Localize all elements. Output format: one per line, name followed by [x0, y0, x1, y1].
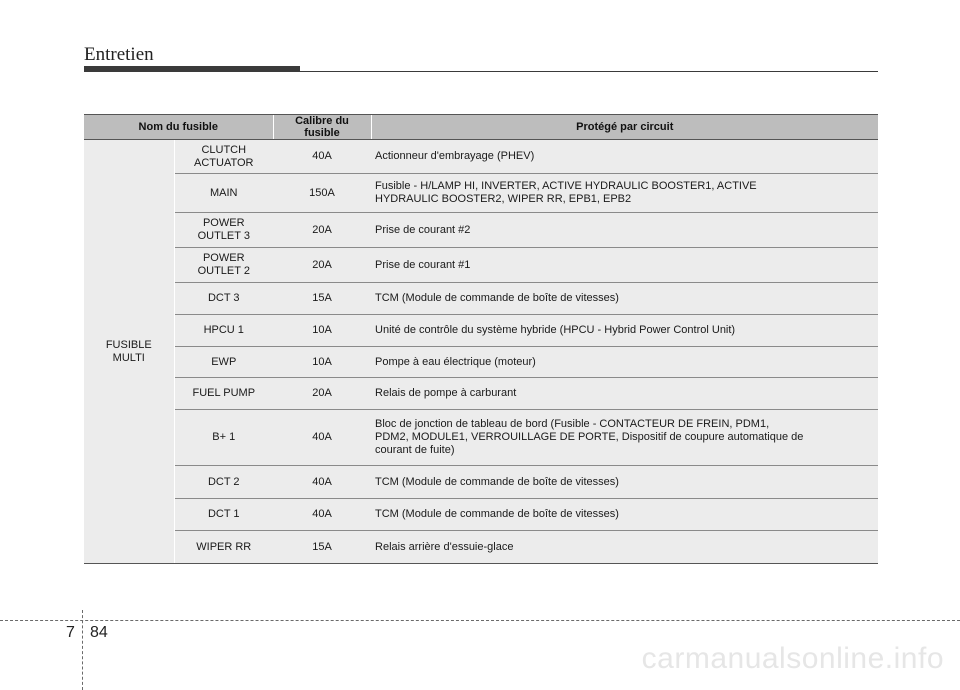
fuse-name-line: DCT 3	[207, 292, 240, 304]
fuse-name-line: POWER	[202, 217, 245, 229]
fuse-circuit-line: Relais de pompe à carburant	[375, 387, 517, 399]
header-rule	[300, 71, 878, 72]
fuse-name-line: DCT 1	[207, 508, 240, 520]
fuse-name-line: B+ 1	[212, 431, 236, 443]
fuse-circuit-line: Fusible - H/LAMP HI, INVERTER, ACTIVE HYDRAULIC BOOSTER1, ACTIVE	[375, 180, 757, 192]
column-header-rating: Calibre du fusible	[273, 115, 371, 140]
fuse-name	[174, 347, 273, 378]
table-row	[84, 410, 878, 466]
fuse-name	[174, 531, 273, 564]
fuse-circuit	[371, 213, 878, 248]
fuse-circuit-line: TCM (Module de commande de boîte de vitesses)	[375, 475, 619, 488]
header-accent-bar	[84, 66, 300, 72]
fuse-circuit-line: Prise de courant #1	[375, 258, 471, 271]
fuse-circuit-line: HYDRAULIC BOOSTER2, WIPER RR, EPB1, EPB2	[375, 193, 632, 205]
fuse-name-line: CLUTCH	[201, 143, 247, 156]
fuse-circuit	[371, 378, 878, 410]
fuse-circuit-line: Relais arrière d'essuie-glace	[375, 540, 514, 553]
fuse-circuit-line: Prise de courant #2	[375, 223, 471, 236]
table-row	[84, 140, 878, 174]
fuse-circuit-line: PDM2, MODULE1, VERROUILLAGE DE PORTE, Dispositif de coupure automatique de	[375, 431, 804, 443]
table-row	[84, 378, 878, 410]
fuse-group-label-line: MULTI	[112, 351, 145, 364]
fuse-name	[174, 315, 273, 347]
fuse-circuit-line: Actionneur d'embrayage (PHEV)	[375, 150, 535, 162]
page-title: Entretien	[84, 44, 154, 65]
fuse-rating: 40A	[273, 466, 371, 499]
fuse-rating: 40A	[273, 499, 371, 531]
column-header-name: Nom du fusible	[84, 115, 273, 140]
footer-crop-line-horizontal	[0, 620, 960, 621]
table-row	[84, 499, 878, 531]
fuse-rating: 10A	[273, 315, 371, 347]
fuse-circuit	[371, 499, 878, 531]
fuse-circuit-line: courant de fuite)	[375, 444, 455, 456]
fuse-name	[174, 174, 273, 213]
fuse-rating: 40A	[273, 140, 371, 174]
fuse-name-line: ACTUATOR	[194, 156, 254, 169]
table-body	[84, 140, 878, 564]
fuse-rating: 20A	[273, 248, 371, 283]
fuse-circuit	[371, 283, 878, 315]
fuse-name	[174, 248, 273, 283]
fuse-circuit-line: Unité de contrôle du système hybride (HPCU - Hybrid Power Control Unit)	[375, 324, 736, 336]
fuse-name-line: DCT 2	[207, 475, 240, 488]
fuse-rating: 20A	[273, 213, 371, 248]
fuse-name	[174, 283, 273, 315]
fuse-name	[174, 466, 273, 499]
fuse-name-line: OUTLET 3	[197, 230, 250, 242]
fuse-circuit-line: Bloc de jonction de tableau de bord (Fusible - CONTACTEUR DE FREIN, PDM1,	[375, 418, 770, 430]
fuse-group-label-line: FUSIBLE	[105, 338, 152, 351]
table-row	[84, 347, 878, 378]
fuse-rating: 15A	[273, 531, 371, 564]
table-row	[84, 531, 878, 564]
column-header-circuit: Protégé par circuit	[371, 115, 878, 140]
fuse-name-line: MAIN	[210, 186, 238, 199]
table-row	[84, 283, 878, 315]
table-row	[84, 466, 878, 499]
fuse-rating: 10A	[273, 347, 371, 378]
fuse-name	[174, 213, 273, 248]
fuse-name	[174, 499, 273, 531]
fuse-circuit	[371, 466, 878, 499]
fuse-circuit	[371, 410, 878, 466]
watermark: carmanualsonline.info	[641, 642, 944, 675]
fuse-circuit-line: TCM (Module de commande de boîte de vitesses)	[375, 508, 619, 520]
fuse-name-line: POWER	[202, 252, 245, 264]
fuse-circuit	[371, 531, 878, 564]
fuse-circuit	[371, 174, 878, 213]
fuse-circuit	[371, 140, 878, 174]
fuse-rating: 150A	[273, 174, 371, 213]
fuse-circuit-line: TCM (Module de commande de boîte de vitesses)	[375, 292, 619, 304]
footer-crop-line-vertical	[82, 610, 83, 690]
fuse-name-line: WIPER RR	[196, 540, 252, 553]
table-row	[84, 213, 878, 248]
table-header-row	[84, 115, 878, 140]
chapter-number: 7	[66, 624, 75, 641]
fuse-name	[174, 378, 273, 410]
fuse-circuit	[371, 248, 878, 283]
fuse-name-line: HPCU 1	[203, 324, 244, 336]
fuse-circuit-line: Pompe à eau électrique (moteur)	[375, 355, 536, 368]
fuse-name-line: OUTLET 2	[197, 265, 250, 277]
table-row	[84, 315, 878, 347]
fuse-circuit	[371, 347, 878, 378]
table-row	[84, 174, 878, 213]
fuse-table	[84, 114, 878, 564]
fuse-name	[174, 410, 273, 466]
fuse-rating: 40A	[273, 410, 371, 466]
fuse-name	[174, 140, 273, 174]
fuse-rating: 20A	[273, 378, 371, 410]
page-number: 84	[90, 624, 108, 641]
fuse-name-line: FUEL PUMP	[192, 387, 256, 399]
fuse-rating: 15A	[273, 283, 371, 315]
fuse-circuit	[371, 315, 878, 347]
fuse-name-line: EWP	[211, 355, 237, 368]
table-row	[84, 248, 878, 283]
fuse-group-label	[84, 140, 174, 564]
